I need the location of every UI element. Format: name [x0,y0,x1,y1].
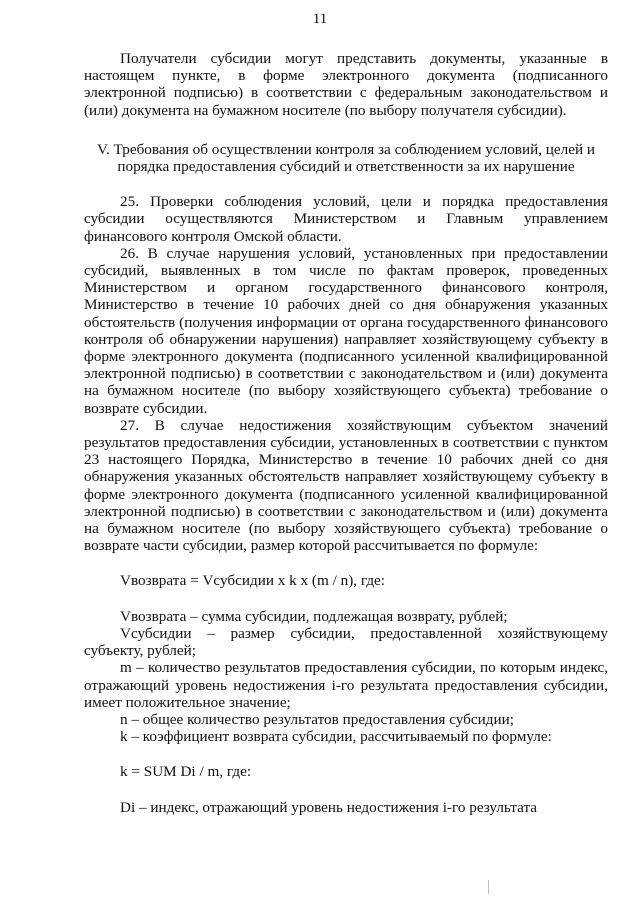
paragraph-26: 26. В случае нарушения условий, установленных при предоставлении субсидий, выявленных в том числе по фактам проверок, проведенных Министерством и органом государственного финансового контроля, Министерство в течение 10 рабочих дней со дня обнаружения указанных обстоятельств (получения информации от органа государственного финансового контроля об обнаружении нарушения) направляет хозяйствующему субъекту в форме электронного документа (подписанного усиленной квалифицированной электронной подписью) в соответствии с законодательством и (или) документа на бумажном носителе (по выбору хозяйствующего субъекта) требование о возврате субсидии. [84,244,608,417]
formula-refund: Vвозврата = Vсубсидии x k x (m / n), где: [120,572,386,590]
definition-n: n – общее количество результатов предоставления субсидии; [120,710,514,728]
definition-m: m – количество результатов предоставления субсидии, по которым индекс, отражающий уровень недостижения i-го результата предоставления субсидии, имеет положительное значение; [84,659,608,711]
paragraph-25: 25. Проверки соблюдения условий, цели и порядка предоставления субсидии осуществляются Министерством и Главным управлением финансового контроля Омской области. [84,193,608,245]
definition-v-subsidy: Vсубсидии – размер субсидии, предоставленной хозяйствующему субъекту, рублей; [84,624,608,660]
section-heading: V. Требования об осуществлении контроля за соблюдением условий, целей и порядка предоставления субсидий и ответственности за их нарушение [96,140,596,176]
page-number: 11 [312,11,328,27]
formula-block-1 [84,572,608,589]
definition-v-refund: Vвозврата – сумма субсидии, подлежащая возврату, рублей; [120,607,508,625]
document-body [84,50,608,816]
definition-k: k – коэффициент возврата субсидии, рассчитываемый по формуле: [120,728,552,746]
paragraph-27: 27. В случае недостижения хозяйствующим субъектом значений результатов предоставления субсидии, установленных в соответствии с пунктом 23 настоящего Порядка, Министерство в течение 10 рабочих дней со дня обнаружения указанных обстоятельств направляет хозяйствующему субъекту в форме электронного документа (подписанного усиленной квалифицированной электронной подписью) в соответствии с законодательством и (или) документа на бумажном носителе (по выбору хозяйствующего субъекта) требование о возврате части субсидии, размер которой рассчитывается по формуле: [84,416,608,555]
scan-margin-mark [488,880,489,894]
formula-k: k = SUM Di / m, где: [120,763,252,781]
intro-paragraph: Получатели субсидии могут представить документы, указанные в настоящем пункте, в форме электронного документа (подписанного электронной подписью) в соответствии с федеральным законодательством и (или) документа на бумажном носителе (по выбору получателя субсидии). [84,50,608,119]
formula-block-2 [84,763,608,780]
definition-di: Di – индекс, отражающий уровень недостижения i-го результата [120,798,538,816]
